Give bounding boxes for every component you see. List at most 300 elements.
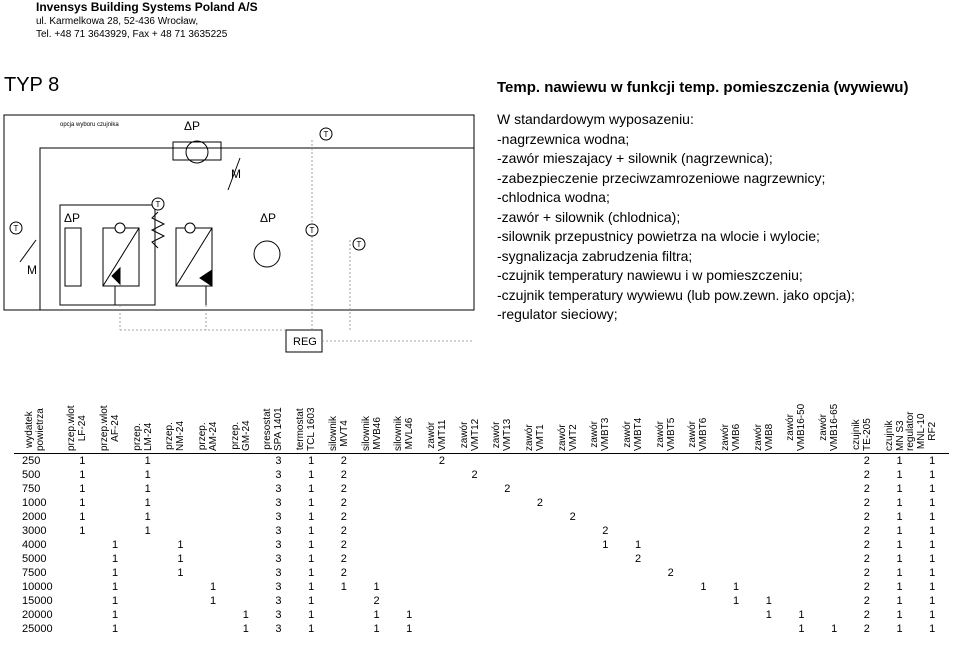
quantity-cell bbox=[524, 608, 557, 622]
quantity-cell bbox=[524, 510, 557, 524]
column-header: zawór VMT11 bbox=[425, 419, 448, 451]
quantity-cell: 2 bbox=[863, 539, 870, 551]
quantity-cell bbox=[654, 622, 687, 636]
temperature-symbol: T bbox=[13, 224, 19, 233]
quantity-cell bbox=[785, 594, 818, 608]
quantity-cell: 1 bbox=[896, 595, 903, 607]
quantity-cell: 1 bbox=[896, 497, 903, 509]
quantity-cell bbox=[589, 510, 622, 524]
quantity-cell bbox=[687, 538, 720, 552]
description-line: W standardowym wyposazeniu: bbox=[497, 111, 694, 127]
quantity-cell bbox=[491, 468, 524, 482]
quantity-cell bbox=[524, 538, 557, 552]
quantity-cell: 1 bbox=[765, 595, 772, 607]
quantity-cell bbox=[229, 496, 262, 510]
quantity-cell bbox=[131, 608, 164, 622]
quantity-cell bbox=[589, 566, 622, 580]
table-row bbox=[14, 622, 949, 636]
quantity-cell bbox=[752, 566, 785, 580]
column-header: silownik MVL46 bbox=[393, 415, 416, 451]
quantity-cell: 1 bbox=[929, 497, 936, 509]
column-header: zawór VMT1 bbox=[523, 424, 546, 451]
quantity-cell bbox=[491, 538, 524, 552]
quantity-cell: 2 bbox=[863, 497, 870, 509]
column-header: zawór VMT13 bbox=[491, 418, 514, 451]
quantity-cell: 2 bbox=[863, 553, 870, 565]
table-row bbox=[14, 580, 949, 594]
quantity-cell: 1 bbox=[340, 581, 347, 593]
quantity-cell bbox=[99, 510, 132, 524]
quantity-cell: 2 bbox=[863, 567, 870, 579]
quantity-cell bbox=[426, 580, 459, 594]
quantity-cell: 2 bbox=[340, 525, 347, 537]
quantity-cell: 1 bbox=[929, 525, 936, 537]
quantity-cell bbox=[229, 566, 262, 580]
quantity-cell bbox=[818, 608, 851, 622]
sensor-option-label: opcja wyboru czujnika bbox=[60, 122, 119, 128]
quantity-cell: 1 bbox=[144, 469, 151, 481]
quantity-cell: 1 bbox=[111, 567, 119, 579]
quantity-cell bbox=[752, 538, 785, 552]
quantity-cell bbox=[491, 566, 524, 580]
quantity-cell bbox=[360, 510, 393, 524]
quantity-cell: 1 bbox=[308, 623, 315, 635]
quantity-cell bbox=[491, 580, 524, 594]
quantity-cell bbox=[229, 454, 262, 469]
quantity-cell bbox=[654, 524, 687, 538]
column-header: zawór VMB8 bbox=[752, 423, 775, 451]
quantity-cell bbox=[556, 580, 589, 594]
quantity-cell bbox=[229, 482, 262, 496]
quantity-cell bbox=[556, 454, 589, 469]
quantity-cell bbox=[720, 538, 753, 552]
quantity-cell bbox=[66, 566, 99, 580]
quantity-cell: 1 bbox=[144, 511, 151, 523]
quantity-cell bbox=[164, 580, 197, 594]
quantity-cell: 1 bbox=[896, 581, 903, 593]
quantity-cell bbox=[491, 622, 524, 636]
column-header: zawór VMBT6 bbox=[687, 417, 710, 451]
quantity-cell bbox=[720, 454, 753, 469]
table-row bbox=[14, 538, 949, 552]
quantity-cell bbox=[458, 496, 491, 510]
quantity-cell bbox=[524, 580, 557, 594]
quantity-cell bbox=[197, 552, 230, 566]
quantity-cell bbox=[589, 580, 622, 594]
quantity-cell: 1 bbox=[406, 609, 413, 621]
quantity-cell: 2 bbox=[340, 497, 347, 509]
airflow-cell: 4000 bbox=[22, 539, 47, 551]
column-header: przep. NM-24 bbox=[164, 420, 187, 451]
quantity-cell bbox=[687, 594, 720, 608]
quantity-cell: 2 bbox=[602, 525, 609, 537]
quantity-cell bbox=[818, 496, 851, 510]
temperature-symbol: T bbox=[356, 240, 362, 249]
description-line: -czujnik temperatury nawiewu i w pomieszczeniu; bbox=[497, 267, 803, 283]
airflow-cell: 1000 bbox=[22, 497, 47, 509]
quantity-cell: 1 bbox=[210, 581, 217, 593]
quantity-cell bbox=[622, 622, 655, 636]
quantity-cell bbox=[491, 454, 524, 469]
quantity-cell bbox=[752, 622, 785, 636]
quantity-cell: 1 bbox=[79, 483, 86, 495]
quantity-cell bbox=[785, 538, 818, 552]
quantity-cell bbox=[752, 510, 785, 524]
quantity-cell bbox=[66, 580, 99, 594]
quantity-cell bbox=[426, 524, 459, 538]
quantity-cell bbox=[360, 566, 393, 580]
temperature-symbol: T bbox=[323, 130, 329, 139]
quantity-cell: 2 bbox=[667, 567, 674, 579]
airflow-cell: 3000 bbox=[22, 525, 47, 537]
quantity-cell bbox=[687, 552, 720, 566]
quantity-cell: 1 bbox=[242, 609, 249, 621]
quantity-cell bbox=[622, 608, 655, 622]
quantity-cell: 3 bbox=[275, 609, 282, 621]
quantity-cell bbox=[491, 608, 524, 622]
quantity-cell bbox=[360, 496, 393, 510]
quantity-cell: 1 bbox=[144, 497, 151, 509]
quantity-cell bbox=[164, 594, 197, 608]
column-header: zawór VMB16-50 bbox=[785, 403, 808, 451]
quantity-cell: 2 bbox=[863, 595, 870, 607]
regulator-label: REG bbox=[293, 336, 317, 348]
quantity-cell bbox=[229, 510, 262, 524]
quantity-cell: 1 bbox=[602, 539, 609, 551]
quantity-cell bbox=[99, 454, 132, 469]
quantity-cell bbox=[720, 468, 753, 482]
quantity-cell: 1 bbox=[765, 609, 772, 621]
column-header: czujnik TE-205 bbox=[850, 418, 873, 451]
quantity-cell bbox=[720, 510, 753, 524]
quantity-cell: 2 bbox=[863, 581, 870, 593]
quantity-cell bbox=[785, 580, 818, 594]
quantity-cell: 2 bbox=[340, 483, 347, 495]
quantity-cell: 1 bbox=[308, 595, 315, 607]
quantity-cell: 1 bbox=[798, 623, 805, 635]
quantity-cell: 3 bbox=[275, 553, 282, 565]
column-header: przep.wlot AF-24 bbox=[99, 405, 122, 451]
quantity-cell: 3 bbox=[275, 623, 282, 635]
quantity-cell bbox=[622, 496, 655, 510]
quantity-cell bbox=[687, 524, 720, 538]
quantity-cell: 1 bbox=[373, 609, 380, 621]
page-heading: Temp. nawiewu w funkcji temp. pomieszczenia (wywiewu) bbox=[497, 79, 909, 96]
quantity-cell: 2 bbox=[569, 511, 576, 523]
description-line: -chlodnica wodna; bbox=[497, 189, 610, 205]
description-line: -regulator sieciowy; bbox=[497, 306, 618, 322]
quantity-cell bbox=[99, 524, 132, 538]
description-line: -zawór mieszajacy + silownik (nagrzewnica); bbox=[497, 150, 773, 166]
quantity-cell bbox=[393, 468, 426, 482]
airflow-cell: 15000 bbox=[22, 595, 53, 607]
quantity-cell: 2 bbox=[536, 497, 544, 509]
quantity-cell bbox=[458, 580, 491, 594]
quantity-cell: 1 bbox=[929, 623, 936, 635]
quantity-cell bbox=[426, 608, 459, 622]
quantity-cell: 1 bbox=[111, 553, 119, 565]
quantity-cell bbox=[556, 538, 589, 552]
description-line: -czujnik temperatury wywiewu (lub pow.zewn. jako opcja); bbox=[497, 286, 855, 303]
quantity-cell bbox=[524, 552, 557, 566]
quantity-cell bbox=[426, 496, 459, 510]
quantity-cell bbox=[654, 510, 687, 524]
quantity-cell bbox=[720, 482, 753, 496]
quantity-cell: 1 bbox=[111, 623, 119, 635]
equipment-table bbox=[14, 397, 949, 636]
quantity-cell bbox=[785, 482, 818, 496]
quantity-cell: 3 bbox=[275, 511, 282, 523]
quantity-cell bbox=[524, 566, 557, 580]
quantity-cell: 1 bbox=[929, 595, 936, 607]
column-header: zawór VMB6 bbox=[720, 423, 743, 451]
quantity-cell: 1 bbox=[700, 581, 707, 593]
quantity-cell bbox=[622, 594, 655, 608]
quantity-cell bbox=[524, 622, 557, 636]
quantity-cell bbox=[164, 468, 197, 482]
quantity-cell bbox=[818, 538, 851, 552]
quantity-cell: 1 bbox=[634, 539, 642, 551]
quantity-cell: 2 bbox=[328, 454, 361, 469]
column-header: silownik MVB46 bbox=[360, 415, 383, 451]
column-header: zawór VMBT5 bbox=[654, 417, 677, 451]
quantity-cell bbox=[720, 552, 753, 566]
quantity-cell bbox=[687, 454, 720, 469]
quantity-cell bbox=[131, 552, 164, 566]
quantity-cell: 3 bbox=[275, 483, 282, 495]
quantity-cell bbox=[360, 524, 393, 538]
quantity-cell bbox=[785, 552, 818, 566]
quantity-cell bbox=[687, 510, 720, 524]
quantity-cell: 1 bbox=[733, 581, 740, 593]
quantity-cell bbox=[556, 552, 589, 566]
quantity-cell bbox=[197, 622, 230, 636]
quantity-cell: 1 bbox=[308, 525, 315, 537]
column-header: zawór VMB16-65 bbox=[818, 403, 841, 451]
quantity-cell bbox=[785, 468, 818, 482]
airflow-cell: 5000 bbox=[22, 553, 47, 565]
quantity-cell: 1 bbox=[916, 454, 949, 469]
quantity-cell bbox=[197, 510, 230, 524]
quantity-cell bbox=[360, 538, 393, 552]
quantity-cell bbox=[131, 622, 164, 636]
quantity-cell bbox=[622, 524, 655, 538]
quantity-cell: 3 bbox=[275, 497, 282, 509]
quantity-cell bbox=[197, 482, 230, 496]
quantity-cell: 2 bbox=[340, 469, 347, 481]
quantity-cell bbox=[589, 608, 622, 622]
quantity-cell: 1 bbox=[896, 525, 903, 537]
quantity-cell: 3 bbox=[275, 581, 282, 593]
quantity-cell bbox=[752, 468, 785, 482]
quantity-cell: 1 bbox=[210, 595, 217, 607]
quantity-cell: 1 bbox=[79, 525, 86, 537]
type-label: TYP 8 bbox=[4, 74, 60, 96]
quantity-cell bbox=[622, 468, 655, 482]
quantity-cell bbox=[458, 482, 491, 496]
quantity-cell: 1 bbox=[883, 454, 916, 469]
quantity-cell: 1 bbox=[111, 581, 119, 593]
quantity-cell bbox=[818, 580, 851, 594]
quantity-cell bbox=[818, 482, 851, 496]
quantity-cell: 1 bbox=[896, 567, 903, 579]
quantity-cell bbox=[99, 468, 132, 482]
table-row bbox=[14, 566, 949, 580]
quantity-cell bbox=[720, 608, 753, 622]
quantity-cell: 1 bbox=[373, 623, 380, 635]
quantity-cell bbox=[458, 608, 491, 622]
quantity-cell: 3 bbox=[275, 525, 282, 537]
column-header: przep. GM-24 bbox=[229, 420, 252, 451]
quantity-cell: 1 bbox=[373, 581, 380, 593]
quantity-cell bbox=[752, 454, 785, 469]
table-row bbox=[14, 510, 949, 524]
quantity-cell bbox=[589, 552, 622, 566]
quantity-cell bbox=[393, 454, 426, 469]
company-phone: Tel. +48 71 3643929, Fax + 48 71 3635225 bbox=[36, 29, 228, 40]
column-header: zawór VMT12 bbox=[458, 418, 481, 451]
quantity-cell bbox=[818, 510, 851, 524]
quantity-cell: 2 bbox=[340, 567, 347, 579]
airflow-cell: 2000 bbox=[22, 511, 47, 523]
quantity-cell: 2 bbox=[426, 454, 459, 469]
quantity-cell bbox=[197, 468, 230, 482]
quantity-cell bbox=[589, 468, 622, 482]
quantity-cell bbox=[360, 552, 393, 566]
quantity-cell bbox=[164, 622, 197, 636]
quantity-cell bbox=[589, 622, 622, 636]
quantity-cell: 2 bbox=[340, 553, 347, 565]
quantity-cell bbox=[393, 538, 426, 552]
quantity-cell bbox=[818, 552, 851, 566]
quantity-cell bbox=[328, 608, 361, 622]
quantity-cell bbox=[426, 566, 459, 580]
quantity-cell bbox=[622, 580, 655, 594]
quantity-cell bbox=[654, 454, 687, 469]
quantity-cell bbox=[458, 454, 491, 469]
quantity-cell bbox=[458, 524, 491, 538]
quantity-cell bbox=[654, 608, 687, 622]
quantity-cell: 1 bbox=[308, 469, 315, 481]
quantity-cell bbox=[491, 552, 524, 566]
airflow-cell: 25000 bbox=[22, 623, 53, 635]
quantity-cell bbox=[229, 468, 262, 482]
quantity-cell: 1 bbox=[896, 511, 903, 523]
quantity-cell bbox=[556, 566, 589, 580]
quantity-cell: 1 bbox=[295, 454, 328, 469]
quantity-cell bbox=[360, 454, 393, 469]
quantity-cell: 1 bbox=[896, 469, 903, 481]
quantity-cell bbox=[818, 468, 851, 482]
quantity-cell: 1 bbox=[929, 483, 936, 495]
quantity-cell: 2 bbox=[504, 483, 511, 495]
quantity-cell bbox=[458, 510, 491, 524]
table-row bbox=[14, 454, 949, 469]
quantity-cell bbox=[328, 594, 361, 608]
quantity-cell: 1 bbox=[79, 497, 86, 509]
quantity-cell bbox=[197, 496, 230, 510]
quantity-cell bbox=[654, 552, 687, 566]
quantity-cell: 1 bbox=[896, 539, 903, 551]
quantity-cell bbox=[164, 454, 197, 469]
quantity-cell bbox=[229, 524, 262, 538]
quantity-cell bbox=[229, 552, 262, 566]
quantity-cell bbox=[99, 482, 132, 496]
quantity-cell: 1 bbox=[798, 609, 805, 621]
quantity-cell bbox=[393, 552, 426, 566]
table-row bbox=[14, 608, 949, 622]
quantity-cell bbox=[556, 594, 589, 608]
quantity-cell: 1 bbox=[308, 609, 315, 621]
airflow-cell: 750 bbox=[22, 483, 41, 495]
quantity-cell bbox=[164, 482, 197, 496]
quantity-cell: 1 bbox=[144, 483, 151, 495]
quantity-cell: 1 bbox=[929, 469, 936, 481]
quantity-cell bbox=[654, 482, 687, 496]
quantity-cell bbox=[426, 622, 459, 636]
quantity-cell: 2 bbox=[471, 469, 478, 481]
quantity-cell bbox=[589, 454, 622, 469]
column-header: regulator MNL-10 RF2 bbox=[905, 411, 939, 451]
quantity-cell: 2 bbox=[851, 454, 884, 469]
quantity-cell bbox=[99, 496, 132, 510]
quantity-cell bbox=[622, 454, 655, 469]
column-header: zawór VMBT3 bbox=[589, 417, 612, 451]
quantity-cell bbox=[393, 496, 426, 510]
filter-left-shape bbox=[65, 228, 81, 286]
description-line: -zabezpieczenie przeciwzamrozeniowe nagrzewnicy; bbox=[497, 169, 826, 186]
quantity-cell: 1 bbox=[131, 454, 164, 469]
pressure-differential-symbol: ΔP bbox=[259, 211, 277, 225]
quantity-cell bbox=[491, 510, 524, 524]
description-line: -sygnalizacja zabrudzenia filtra; bbox=[497, 247, 693, 264]
quantity-cell: 1 bbox=[111, 539, 119, 551]
quantity-cell bbox=[360, 482, 393, 496]
quantity-cell bbox=[654, 496, 687, 510]
quantity-cell bbox=[556, 524, 589, 538]
quantity-cell bbox=[752, 524, 785, 538]
temperature-symbol: T bbox=[309, 226, 315, 235]
quantity-cell: 1 bbox=[733, 595, 740, 607]
quantity-cell bbox=[720, 496, 753, 510]
quantity-cell bbox=[720, 524, 753, 538]
quantity-cell: 1 bbox=[308, 511, 315, 523]
quantity-cell bbox=[393, 566, 426, 580]
quantity-cell: 1 bbox=[79, 469, 86, 481]
quantity-cell bbox=[785, 510, 818, 524]
quantity-cell bbox=[426, 482, 459, 496]
quantity-cell bbox=[197, 524, 230, 538]
quantity-cell bbox=[622, 482, 655, 496]
quantity-cell: 2 bbox=[373, 595, 380, 607]
quantity-cell bbox=[752, 580, 785, 594]
column-header: presostat SPA 1401 bbox=[262, 407, 285, 451]
quantity-cell bbox=[197, 608, 230, 622]
quantity-cell bbox=[458, 622, 491, 636]
quantity-cell bbox=[360, 468, 393, 482]
quantity-cell bbox=[66, 594, 99, 608]
description-line: -nagrzewnica wodna; bbox=[497, 130, 630, 147]
airflow-cell: 500 bbox=[22, 469, 41, 481]
quantity-cell bbox=[818, 566, 851, 580]
quantity-cell bbox=[164, 608, 197, 622]
quantity-cell bbox=[687, 608, 720, 622]
quantity-cell: 2 bbox=[863, 469, 870, 481]
quantity-cell: 3 bbox=[262, 454, 295, 469]
quantity-cell bbox=[818, 524, 851, 538]
quantity-cell: 1 bbox=[929, 511, 936, 523]
quantity-cell bbox=[393, 580, 426, 594]
